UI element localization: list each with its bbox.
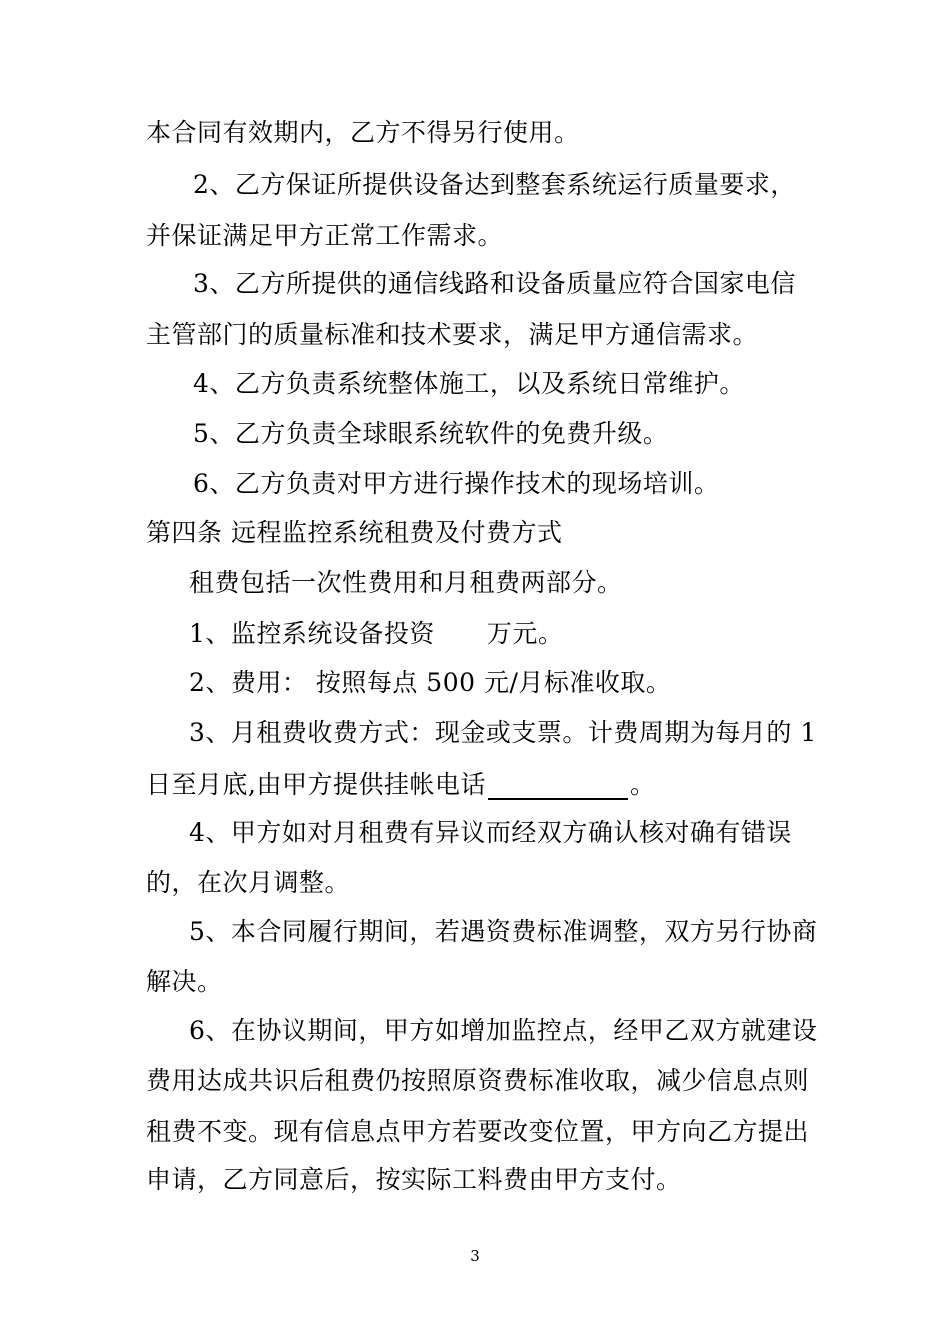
page-number: 3 xyxy=(470,1247,480,1265)
clause-line: 3、乙方所提供的通信线路和设备质量应符合国家电信 xyxy=(193,269,796,298)
clause-text: 1、监控系统设备投资 xyxy=(189,619,435,648)
paragraph-line: 本合同有效期内，乙方不得另行使用。 xyxy=(146,118,580,147)
paragraph-line: 租费不变。现有信息点甲方若要改变位置，甲方向乙方提出 xyxy=(146,1117,810,1146)
paragraph-line xyxy=(146,768,655,800)
clause-line: 5、乙方负责全球眼系统软件的免费升级。 xyxy=(193,419,669,448)
clause-line: 2、乙方保证所提供设备达到整套系统运行质量要求， xyxy=(193,170,796,199)
clause-line xyxy=(189,619,563,649)
clause-line: 4、甲方如对月租费有异议而经双方确认核对确有错误 xyxy=(189,818,792,847)
paragraph-line: 的，在次月调整。 xyxy=(146,868,351,897)
paragraph-line: 租费包括一次性费用和月租费两部分。 xyxy=(189,568,623,597)
clause-text: 。 xyxy=(629,770,656,799)
paragraph-line: 申请，乙方同意后，按实际工料费由甲方支付。 xyxy=(146,1165,682,1194)
clause-line: 6、在协议期间，甲方如增加监控点，经甲乙双方就建设 xyxy=(189,1016,818,1045)
clause-line: 6、乙方负责对甲方进行操作技术的现场培训。 xyxy=(193,469,720,498)
paragraph-line: 解决。 xyxy=(146,967,223,996)
clause-line: 3、月租费收费方式：现金或支票。计费周期为每月的 1 xyxy=(189,718,817,747)
paragraph-line: 并保证满足甲方正常工作需求。 xyxy=(146,221,504,250)
paragraph-line: 费用达成共识后租费仍按照原资费标准收取，减少信息点则 xyxy=(146,1066,810,1095)
clause-text: 日至月底,由甲方提供挂帐电话 xyxy=(146,770,486,799)
clause-line: 5、本合同履行期间，若遇资费标准调整，双方另行协商 xyxy=(189,917,818,946)
paragraph-line: 主管部门的质量标准和技术要求，满足甲方通信需求。 xyxy=(146,320,759,349)
fill-in-blank xyxy=(488,768,628,800)
clause-line: 2、费用： 按照每点 500 元/月标准收取。 xyxy=(189,668,672,697)
clause-line: 4、乙方负责系统整体施工，以及系统日常维护。 xyxy=(193,369,745,398)
section-heading: 第四条 远程监控系统租费及付费方式 xyxy=(146,518,563,547)
clause-text: 万元。 xyxy=(486,619,564,648)
